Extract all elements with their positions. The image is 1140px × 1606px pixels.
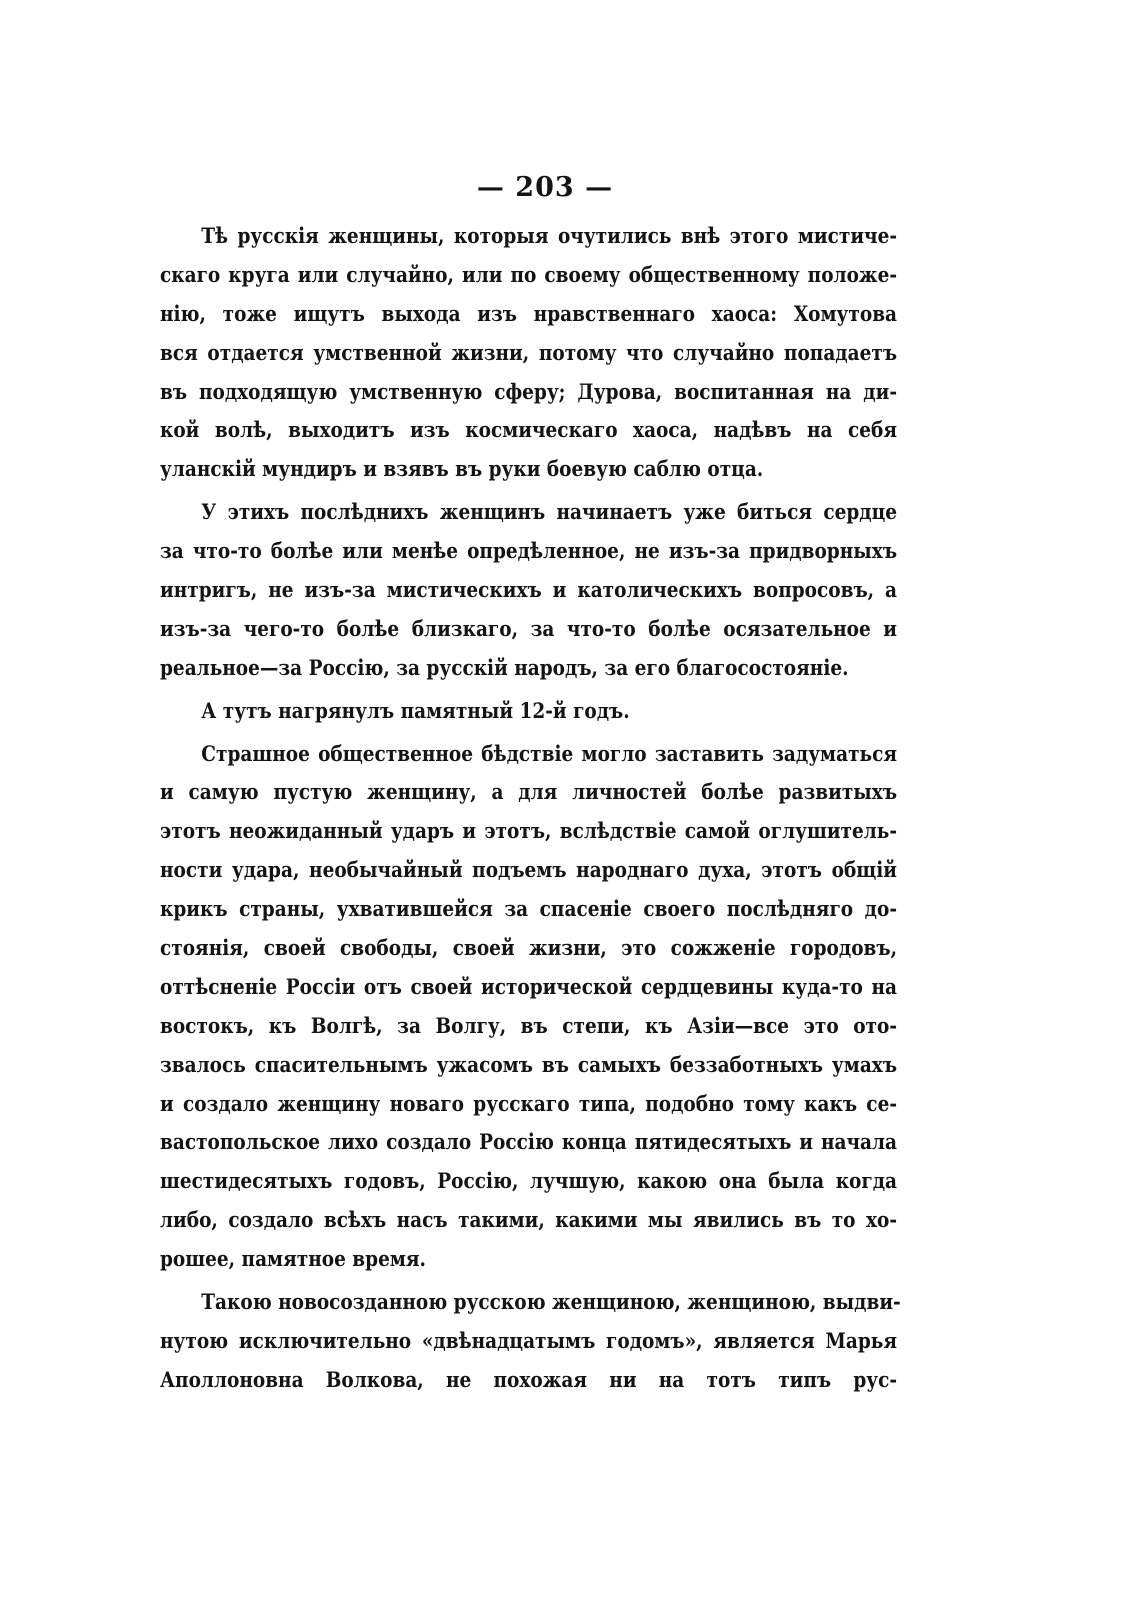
text-line: крикъ страны, ухватившейся за спасеніе своего послѣдняго до-: [160, 897, 898, 923]
text-line: вся отдается умственной жизни, потому что случайно попадаетъ: [160, 340, 898, 366]
text-line: звалось спасительнымъ ужасомъ въ самыхъ беззаботныхъ умахъ: [160, 1052, 898, 1078]
text-line: Аполлоновна Волкова, не похожая ни на тотъ типъ рус-: [160, 1367, 898, 1393]
text-line: рошее, памятное время.: [160, 1247, 426, 1273]
text-line: Страшное общественное бѣдствіе могло заставить задуматься: [201, 741, 898, 767]
body-text: [160, 218, 901, 1401]
text-line: А тутъ нагрянулъ памятный 12-й годъ.: [201, 698, 630, 724]
text-line: нутою исключительно «двѣнадцатымъ годомъ», является Марья: [160, 1328, 898, 1354]
text-line: изъ-за чего-то болѣе близкаго, за что-то болѣе осязательное и: [160, 616, 898, 642]
text-line: Такою новосозданною русскою женщиною, женщиною, выдви-: [201, 1290, 901, 1316]
text-line: либо, создало всѣхъ насъ такими, какими мы явились въ то хо-: [160, 1208, 898, 1234]
text-line: вастопольское лихо создало Россію конца пятидесятыхъ и начала: [160, 1130, 898, 1156]
text-line: за что-то болѣе или менѣе опредѣленное, не изъ-за придворныхъ: [160, 539, 898, 565]
text-line: оттѣсненіе Россіи отъ своей исторической сердцевины куда-то на: [160, 974, 898, 1000]
text-line: уланскій мундиръ и взявъ въ руки боевую саблю отца.: [160, 457, 764, 483]
text-line: въ подходящую умственную сферу; Дурова, воспитанная на ди-: [160, 379, 898, 405]
text-line: и самую пустую женщину, а для личностей болѣе развитыхъ: [160, 780, 898, 806]
text-line: скаго круга или случайно, или по своему общественному положе-: [160, 262, 898, 288]
text-line: интригъ, не изъ-за мистическихъ и католическихъ вопросовъ, а: [160, 578, 898, 604]
text-line: шестидесятыхъ годовъ, Россію, лучшую, какою она была когда: [160, 1169, 898, 1195]
text-line: стоянія, своей свободы, своей жизни, это сожженіе городовъ,: [160, 936, 898, 962]
text-line: этотъ неожиданный ударъ и этотъ, вслѣдствіе самой оглушитель-: [160, 819, 898, 845]
text-line: кой волѣ, выходитъ изъ космическаго хаоса, надѣвъ на себя: [160, 418, 898, 444]
text-line: ности удара, необычайный подъемъ народнаго духа, этотъ общій: [160, 858, 898, 884]
text-line: У этихъ послѣднихъ женщинъ начинаетъ уже биться сердце: [201, 500, 898, 526]
text-line: востокъ, къ Волгѣ, за Волгу, въ степи, къ Азіи—все это ото-: [160, 1013, 898, 1039]
text-line: нію, тоже ищутъ выхода изъ нравственнаго хаоса: Хомутова: [160, 301, 898, 327]
text-line: Тѣ русскія женщины, которыя очутились внѣ этого мистиче-: [201, 224, 898, 249]
text-line: реальное—за Россію, за русскій народъ, за его благосостояніе.: [160, 655, 849, 681]
page-number: — 203 —: [476, 172, 614, 203]
text-line: и создало женщину новаго русскаго типа, подобно тому какъ се-: [160, 1091, 898, 1117]
